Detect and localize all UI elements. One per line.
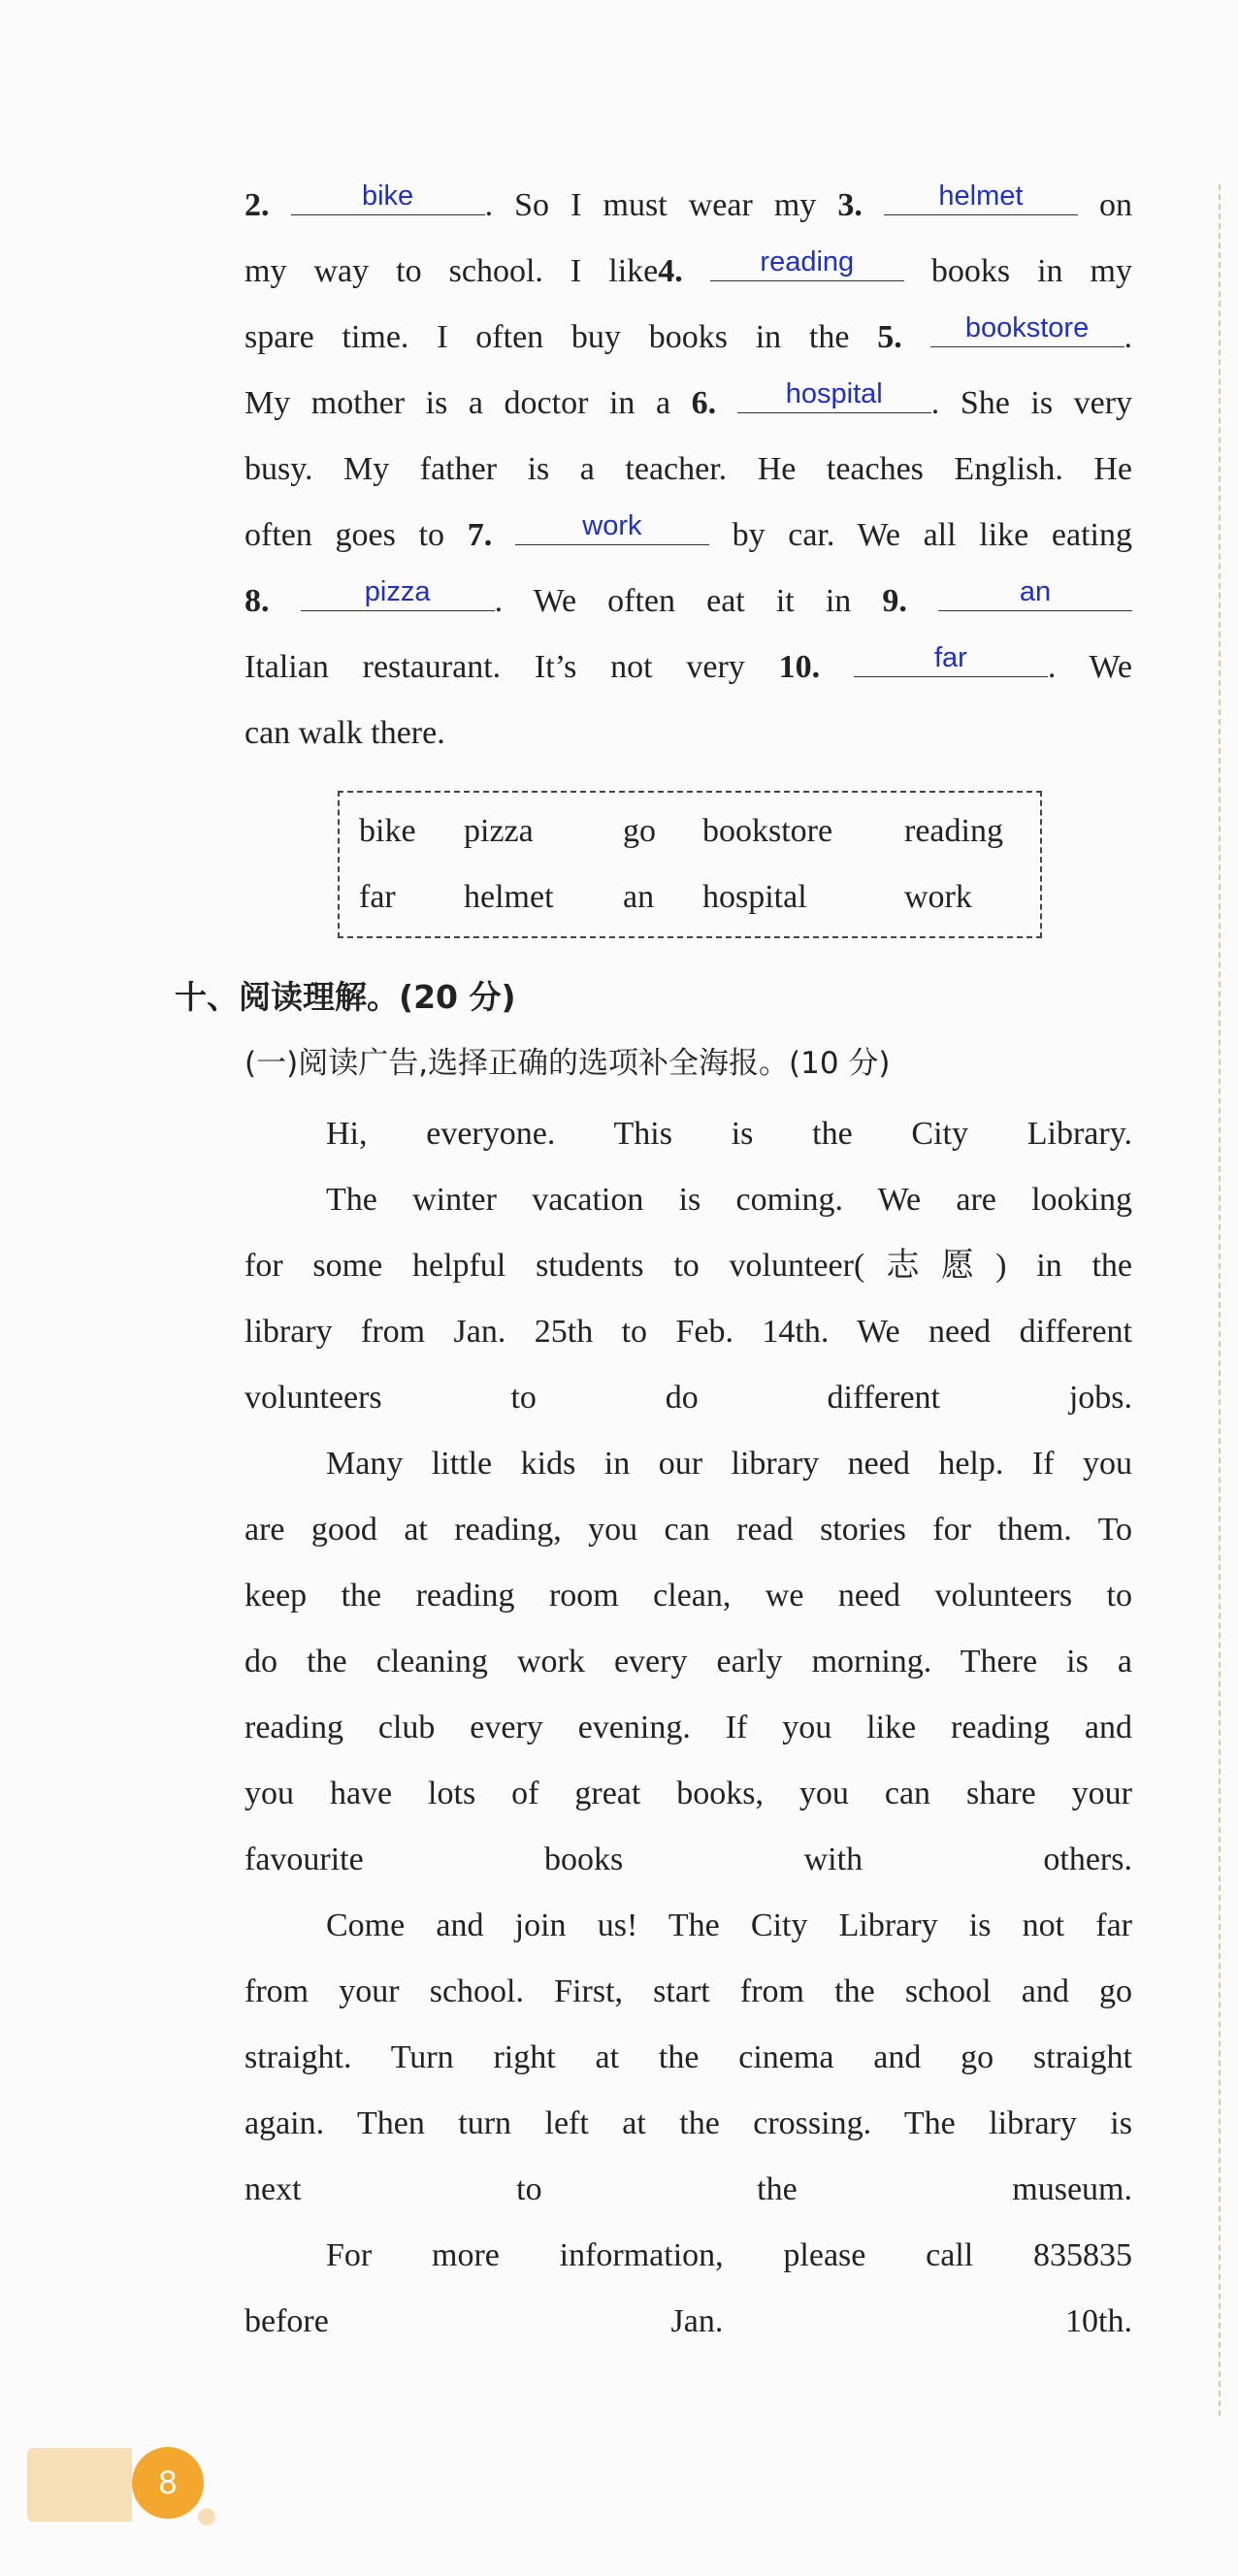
- passage-text: books in my: [930, 253, 1133, 289]
- passage-text: . So I must wear my: [484, 187, 817, 223]
- word-bank-word: work: [904, 879, 972, 915]
- reading-passage: [244, 1101, 1132, 2355]
- passage-text: My mother is a doctor in a: [244, 385, 671, 421]
- answer-blank-5[interactable]: [930, 312, 1124, 347]
- answer-blank-10[interactable]: [854, 642, 1048, 677]
- passage-line: volunteers to do different jobs.: [244, 1380, 1132, 1416]
- passage-line: Many little kids in our library need help. If you: [326, 1446, 1132, 1482]
- word-bank-box: [338, 791, 1042, 938]
- passage-text: my way to school. I like: [244, 253, 659, 289]
- passage-line: Hi, everyone. This is the City Library.: [326, 1116, 1132, 1152]
- answer-blank-8[interactable]: [301, 576, 495, 611]
- passage-line: keep the reading room clean, we need volunteers to: [244, 1578, 1132, 1614]
- answer-blank-3[interactable]: [884, 180, 1078, 215]
- passage-line-4: [244, 371, 1132, 437]
- blank-number: 7.: [467, 517, 493, 553]
- fill-in-passage: [244, 173, 1132, 766]
- answer-text: work: [582, 510, 642, 541]
- blank-number: 4.: [658, 253, 683, 289]
- answer-text: far: [933, 642, 967, 673]
- word-bank-word: pizza: [464, 813, 534, 849]
- answer-text: bike: [361, 180, 414, 212]
- passage-text: . We: [1047, 649, 1132, 685]
- passage-line: For more information, please call 835835: [326, 2237, 1132, 2273]
- passage-line-8: [244, 635, 1132, 701]
- passage-line-6: [244, 503, 1132, 569]
- answer-text: an: [1019, 576, 1052, 607]
- page-corner-tab: [27, 2448, 132, 2522]
- passage-line: reading club every evening. If you like reading and: [244, 1710, 1132, 1745]
- section-subtitle: (一)阅读广告,选择正确的选项补全海报。(10 分): [244, 1046, 891, 1081]
- passage-line: straight. Turn right at the cinema and go straight: [244, 2039, 1132, 2075]
- word-bank-word: an: [623, 879, 655, 915]
- answer-text: pizza: [364, 576, 431, 607]
- passage-line: you have lots of great books, you can share your: [244, 1776, 1132, 1811]
- word-bank-word: bike: [359, 813, 416, 849]
- answer-blank-6[interactable]: [737, 378, 931, 413]
- blank-number: 6.: [691, 385, 717, 421]
- passage-text: . She is very: [930, 385, 1133, 421]
- word-bank-word: reading: [904, 813, 1003, 849]
- answer-blank-7[interactable]: [515, 510, 709, 545]
- answer-text: bookstore: [964, 312, 1090, 343]
- passage-line: do the cleaning work every early morning. There is a: [244, 1644, 1132, 1679]
- answer-blank-2[interactable]: [291, 180, 485, 215]
- blank-number: 10.: [778, 649, 821, 685]
- passage-line-1: [244, 173, 1132, 239]
- passage-text: .: [1124, 319, 1133, 355]
- blank-number: 5.: [877, 319, 902, 355]
- passage-line: Come and join us! The City Library is not far: [326, 1908, 1132, 1943]
- passage-line: before Jan. 10th.: [244, 2303, 1132, 2339]
- page-badge-dot: [198, 2508, 215, 2526]
- blank-number: 3.: [837, 187, 863, 223]
- passage-line: for some helpful students to volunteer(志愿) in the: [244, 1248, 1132, 1284]
- passage-text: spare time. I often buy books in the: [244, 319, 850, 355]
- passage-line: are good at reading, you can read stories for them. To: [244, 1512, 1132, 1548]
- page-edge-dashes: [1219, 184, 1221, 2416]
- passage-text: . We often eat it in: [494, 583, 852, 619]
- passage-line: again. Then turn left at the crossing. The library is: [244, 2105, 1132, 2141]
- page-number-badge: 8: [132, 2447, 204, 2519]
- word-bank-word: go: [623, 813, 656, 849]
- word-bank-word: helmet: [464, 879, 554, 915]
- word-bank-word: far: [359, 879, 396, 915]
- word-bank-word: hospital: [702, 879, 807, 915]
- passage-text: often goes to: [244, 517, 444, 553]
- passage-line-7: [244, 569, 1132, 635]
- passage-line-3: [244, 305, 1132, 371]
- passage-line: library from Jan. 25th to Feb. 14th. We need different: [244, 1314, 1132, 1350]
- passage-text: can walk there.: [244, 715, 445, 751]
- passage-text: on: [1099, 187, 1133, 223]
- answer-text: reading: [760, 246, 855, 277]
- passage-line-9: [244, 701, 1132, 766]
- passage-line: next to the museum.: [244, 2171, 1132, 2207]
- passage-text: by car. We all like eating: [732, 517, 1132, 553]
- answer-text: hospital: [785, 378, 883, 409]
- passage-line: from your school. First, start from the school and go: [244, 1973, 1132, 2009]
- section-title: 十、阅读理解。(20 分): [175, 978, 516, 1016]
- word-bank-word: bookstore: [702, 813, 833, 849]
- passage-line: The winter vacation is coming. We are looking: [326, 1182, 1132, 1218]
- blank-number: 8.: [244, 583, 270, 619]
- passage-line-2: [244, 239, 1132, 305]
- blank-number: 2.: [244, 187, 270, 223]
- answer-text: helmet: [938, 180, 1024, 212]
- passage-line-5: [244, 437, 1132, 503]
- answer-blank-4[interactable]: [710, 246, 904, 281]
- blank-number: 9.: [882, 583, 907, 619]
- answer-blank-9[interactable]: [938, 576, 1132, 611]
- passage-text: Italian restaurant. It’s not very: [244, 649, 745, 685]
- passage-text: busy. My father is a teacher. He teaches English. He: [244, 451, 1132, 487]
- passage-line: favourite books with others.: [244, 1842, 1132, 1877]
